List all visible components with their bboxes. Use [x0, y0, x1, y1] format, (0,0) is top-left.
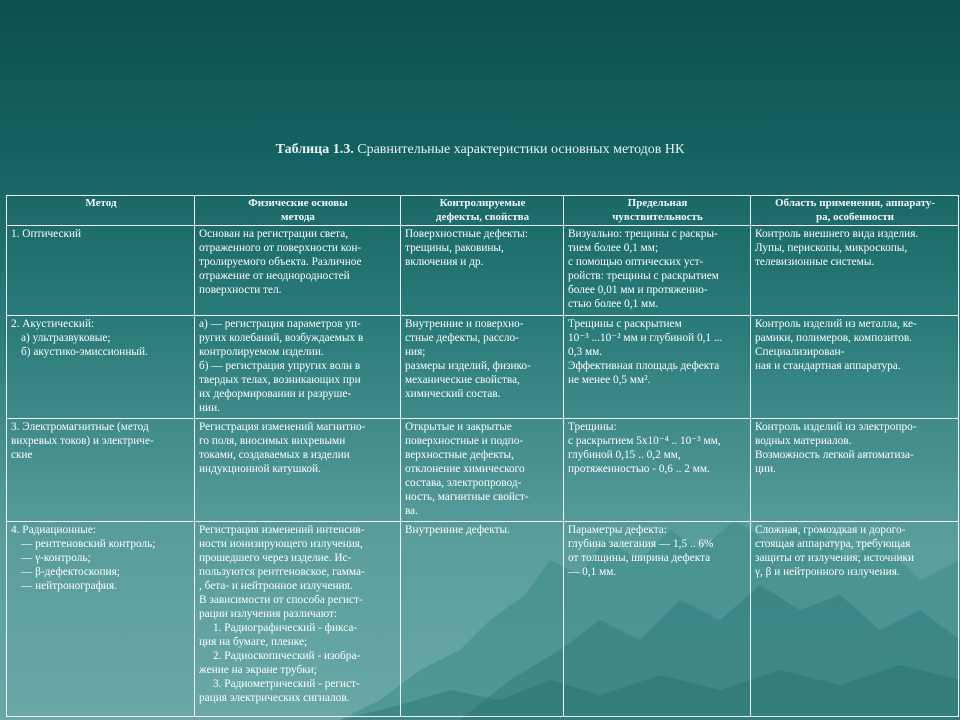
cell-line: Контроль изделий из электропро- — [755, 421, 917, 433]
cell-line: 4. Радиационные: — [11, 524, 96, 536]
cell-line: ция на бумаге, пленке; — [199, 636, 308, 648]
cell-line: — β-дефектоскопия; — [21, 566, 120, 578]
cell-line: размеры изделий, физико- — [405, 360, 531, 372]
comparison-table — [6, 195, 959, 717]
cell-line: ции. — [755, 463, 776, 475]
cell-defects — [401, 522, 564, 717]
cell-line: тием более 0,1 мм; — [568, 242, 659, 254]
cell-line: состава, электропровод- — [405, 477, 522, 489]
header-line: Область применения, аппарату- — [774, 197, 936, 209]
cell-line: ность, магнитные свойст- — [405, 491, 529, 503]
cell-line: глубина залегания — 1,5 .. 6% — [568, 538, 714, 550]
cell-line: механические свойства, — [405, 374, 520, 386]
cell-line: Специализирован- — [755, 346, 845, 358]
cell-line: с раскрытием 5х10⁻⁴ .. 10⁻³ мм, — [568, 435, 721, 447]
cell-line: ройств: трещины с раскрытием — [568, 270, 719, 282]
header-line: чувствительность — [612, 211, 703, 223]
cell-defects — [401, 226, 564, 316]
cell-line: Регистрация изменений интенсив- — [199, 524, 365, 536]
cell-line: — γ-контроль; — [21, 552, 91, 564]
cell-line: Контроль внешнего вида изделия. — [755, 228, 919, 240]
header-line: Физические основы — [248, 197, 348, 209]
cell-line: рация электрических сигналов. — [199, 692, 350, 704]
header-line: ра, особенности — [815, 211, 895, 223]
table-caption — [0, 142, 960, 158]
header-line: метода — [281, 211, 315, 223]
cell-line: — нейтронография. — [21, 580, 117, 592]
cell-line: — 0,1 мм. — [568, 566, 617, 578]
cell-line: тролируемого объекта. Различное — [199, 256, 362, 268]
cell-line: ная и стандартная аппаратура. — [755, 360, 901, 372]
cell-line: химический состав. — [405, 388, 501, 400]
cell-line: 2. Акустический: — [11, 318, 95, 330]
cell-line: Трещины: — [568, 421, 617, 433]
cell-line: жение на экране трубки; — [199, 664, 317, 676]
cell-line: стоящая аппаратура, требующая — [755, 538, 911, 550]
cell-line: Контроль изделий из металла, ке- — [755, 318, 917, 330]
cell-line: , бета- и нейтронное излучения. — [199, 580, 353, 592]
cell-line: б) акустико-эмиссионный. — [21, 346, 148, 358]
cell-line: трещины, раковины, — [405, 242, 504, 254]
cell-sensitivity — [564, 316, 751, 419]
cell-line: защиты от излучения; источники — [755, 552, 915, 564]
cell-line: 1. Оптический — [11, 228, 82, 240]
cell-method — [7, 419, 195, 522]
cell-line: 2. Радиоскопический - изобра- — [213, 650, 361, 662]
cell-line: а) ультразвуковые; — [21, 332, 111, 344]
cell-line: Регистрация изменений магнитно- — [199, 421, 366, 433]
cell-line: 10⁻³ ...10⁻² мм и глубиной 0,1 ... — [568, 332, 723, 344]
cell-line: ности ионизирующего излучения, — [199, 538, 363, 550]
table-row-optical — [7, 226, 959, 316]
cell-line: водных материалов. — [755, 435, 852, 447]
table-row-acoustic — [7, 316, 959, 419]
cell-line: не менее 0,5 мм². — [568, 374, 651, 386]
cell-line: 0,3 мм. — [568, 346, 603, 358]
cell-application — [751, 316, 959, 419]
cell-line: а) — регистрация параметров уп- — [199, 318, 361, 330]
cell-line: Эффективная площадь дефекта — [568, 360, 720, 372]
cell-line: с помощью оптических уст- — [568, 256, 704, 268]
cell-method — [7, 316, 195, 419]
cell-line: их деформировании и разруше- — [199, 388, 352, 400]
header-application — [751, 196, 959, 226]
cell-line: протяженностью - 0,6 .. 2 мм. — [568, 463, 710, 475]
cell-line: Внутренние и поверхно- — [405, 318, 524, 330]
header-line: Контролируемые — [439, 197, 526, 209]
header-method — [7, 196, 195, 226]
cell-line: вихревых токов) и электриче- — [11, 435, 154, 447]
cell-line: — рентгеновский контроль; — [21, 538, 156, 550]
cell-line: ва. — [405, 505, 419, 517]
cell-line: отражение от неоднородностей — [199, 270, 350, 282]
cell-line: Открытые и закрытые — [405, 421, 512, 433]
cell-application — [751, 419, 959, 522]
cell-line: отраженного от поверхности кон- — [199, 242, 362, 254]
cell-line: поверхности тел. — [199, 284, 282, 296]
cell-method — [7, 522, 195, 717]
cell-line: б) — регистрация упругих волн в — [199, 360, 361, 372]
cell-line: Трещины с раскрытием — [568, 318, 682, 330]
cell-line: Визуально: трещины с раскры- — [568, 228, 718, 240]
cell-line: телевизионные системы. — [755, 256, 875, 268]
cell-line: верхностные дефекты, — [405, 449, 514, 461]
cell-line: контролируемом изделии. — [199, 346, 324, 358]
table-row-radiation — [7, 522, 959, 717]
cell-line: ругих колебаний, возбуждаемых в — [199, 332, 364, 344]
cell-method — [7, 226, 195, 316]
header-line: Метод — [85, 197, 117, 209]
cell-line: Основан на регистрации света, — [199, 228, 349, 240]
cell-sensitivity — [564, 226, 751, 316]
cell-line: пользуются рентгеновское, гамма- — [199, 566, 365, 578]
cell-line: Возможность легкой автоматиза- — [755, 449, 914, 461]
cell-line: стью более 0,1 мм. — [568, 298, 659, 310]
header-defects — [401, 196, 564, 226]
cell-line: от толщины, ширина дефекта — [568, 552, 711, 564]
cell-physics — [195, 419, 401, 522]
cell-line: токами, создаваемых в изделии — [199, 449, 350, 461]
cell-application — [751, 522, 959, 717]
cell-sensitivity — [564, 522, 751, 717]
table-row-electromagnetic — [7, 419, 959, 522]
cell-line: Сложная, громоздкая и дорого- — [755, 524, 906, 536]
cell-line: В зависимости от способа регист- — [199, 594, 363, 606]
header-sensitivity — [564, 196, 751, 226]
table-title: Сравнительные характеристики основных методов НК — [353, 142, 685, 157]
cell-defects — [401, 419, 564, 522]
cell-line: рамики, полимеров, композитов. — [755, 332, 913, 344]
cell-line: 1. Радиографический - фикса- — [213, 622, 358, 634]
cell-line: глубиной 0,15 .. 0,2 мм, — [568, 449, 681, 461]
cell-line: твердых телах, возникающих при — [199, 374, 361, 386]
cell-line: го поля, вносимых вихревыми — [199, 435, 346, 447]
cell-line: включения и др. — [405, 256, 484, 268]
table-number: Таблица 1.3. — [275, 142, 354, 157]
cell-sensitivity — [564, 419, 751, 522]
cell-line: 3. Радиометрический - регист- — [213, 678, 360, 690]
header-line: Предельная — [627, 197, 688, 209]
cell-line: индукционной катушкой. — [199, 463, 321, 475]
cell-line: поверхностные и подпо- — [405, 435, 524, 447]
cell-line: Поверхностные дефекты: — [405, 228, 529, 240]
cell-line: стные дефекты, рассло- — [405, 332, 519, 344]
cell-line: γ, β и нейтронного излучения. — [755, 566, 900, 578]
cell-line: рации излучения различают: — [199, 608, 338, 620]
cell-line: ские — [11, 449, 33, 461]
cell-line: нии. — [199, 402, 220, 414]
cell-physics — [195, 522, 401, 717]
cell-physics — [195, 316, 401, 419]
cell-line: 3. Электромагнитные (метод — [11, 421, 149, 433]
cell-line: более 0,01 мм и протяженно- — [568, 284, 708, 296]
cell-line: прошедшего через изделие. Ис- — [199, 552, 352, 564]
cell-application — [751, 226, 959, 316]
cell-defects — [401, 316, 564, 419]
header-line: дефекты, свойства — [435, 211, 530, 223]
cell-line: Параметры дефекта: — [568, 524, 667, 536]
cell-line: Лупы, перископы, микроскопы, — [755, 242, 908, 254]
cell-line: ния; — [405, 346, 426, 358]
cell-line: Внутренние дефекты. — [405, 524, 510, 536]
header-physics — [195, 196, 401, 226]
cell-physics — [195, 226, 401, 316]
cell-line: отклонение химического — [405, 463, 525, 475]
table-header-row — [7, 196, 959, 226]
